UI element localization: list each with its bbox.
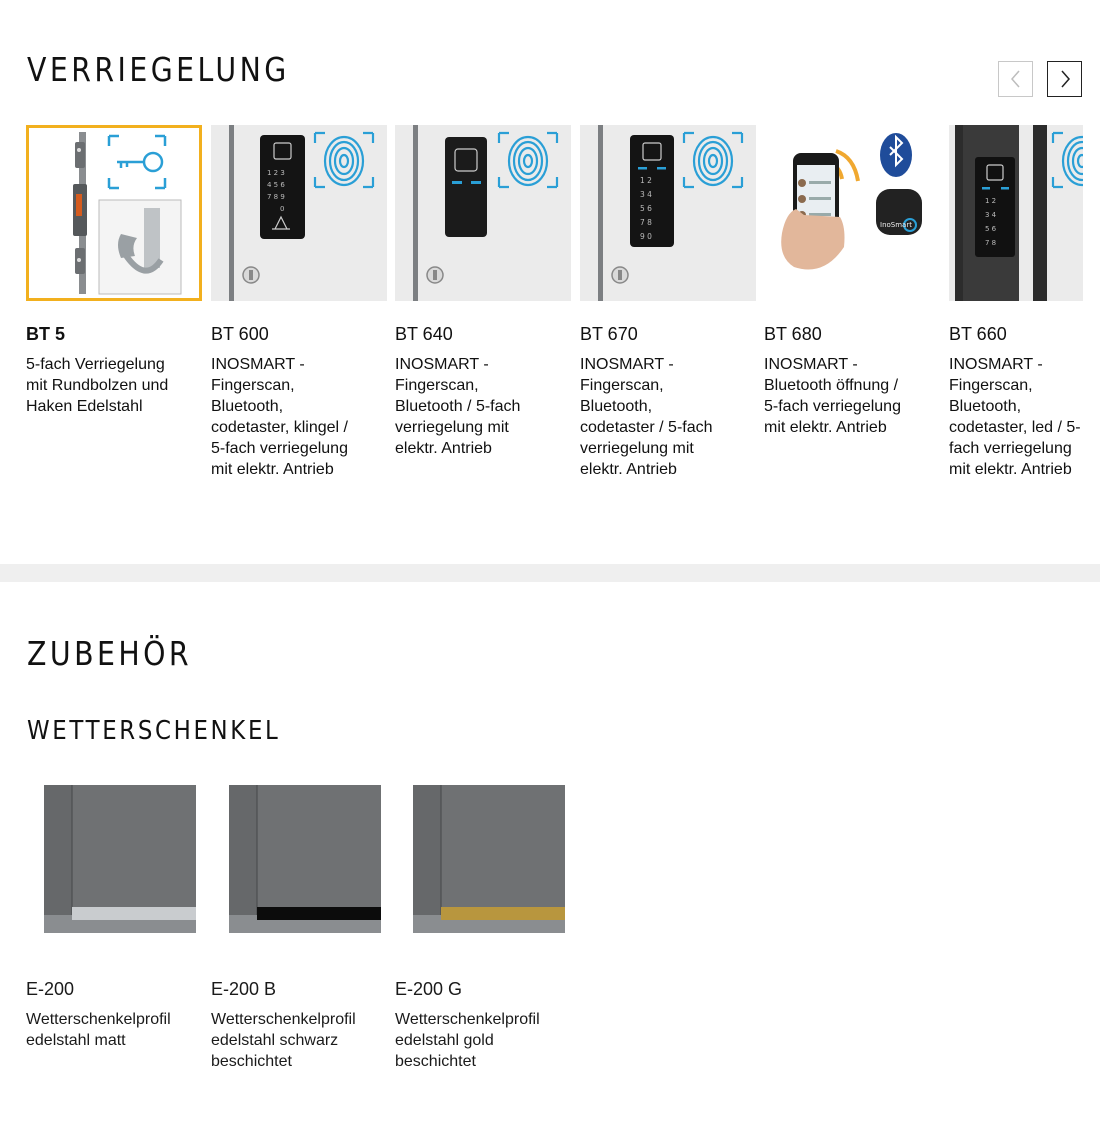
chevron-right-icon <box>1058 69 1072 89</box>
accessory-name: E-200 G <box>395 979 463 999</box>
accessory-image-e200b[interactable] <box>229 785 381 933</box>
accessory-image-e200[interactable] <box>44 785 196 933</box>
svg-text:1 2: 1 2 <box>985 197 997 205</box>
svg-text:4 5 6: 4 5 6 <box>267 181 285 189</box>
svg-text:0: 0 <box>280 205 285 213</box>
product-image-bt660[interactable] <box>949 125 1083 301</box>
weather-bar-strip <box>72 907 196 920</box>
accessory-image-e200g[interactable] <box>413 785 565 933</box>
svg-text:7 8: 7 8 <box>985 239 997 247</box>
product-description: 5-fach Verriegelung mit Rundbolzen und Haken Edelstahl <box>26 356 169 415</box>
section-title-zubehoer: ZUBEHÖR <box>27 634 193 673</box>
smartphone-bluetooth-illustration <box>764 125 940 301</box>
carousel-prev-button[interactable] <box>998 61 1033 97</box>
svg-text:3 4: 3 4 <box>985 211 997 219</box>
svg-text:5 6: 5 6 <box>640 204 652 213</box>
product-description: INOSMART - Fingerscan, Bluetooth / 5-fach verriegelung mit elektr. Antrieb <box>395 356 521 457</box>
accessory-description: Wetterschenkelprofil edelstahl gold beschichtet <box>395 1011 540 1070</box>
product-name: BT 5 <box>26 324 66 344</box>
product-name: BT 680 <box>764 324 822 344</box>
product-image-bt670[interactable] <box>580 125 756 301</box>
weather-bar-illustration <box>229 785 381 933</box>
svg-text:3 4: 3 4 <box>640 190 652 199</box>
accessory-description: Wetterschenkelprofil edelstahl matt <box>26 1011 171 1049</box>
carousel-next-button[interactable] <box>1047 61 1082 97</box>
product-name: BT 670 <box>580 324 638 344</box>
accessory-name: E-200 B <box>211 979 277 999</box>
fingerscan-illustration <box>395 125 571 301</box>
product-description: INOSMART - Fingerscan, Bluetooth, codetaster, led / 5-fach verriegelung mit elektr. Antrieb <box>949 356 1081 478</box>
weather-bar-strip <box>257 907 381 920</box>
product-name: BT 660 <box>949 324 1007 344</box>
inosmart-logo-text: InoSmart <box>880 221 912 229</box>
product-image-bt600[interactable] <box>211 125 387 301</box>
chevron-left-icon <box>1009 69 1023 89</box>
svg-text:1 2 3: 1 2 3 <box>267 169 285 177</box>
keypad-fingerprint-illustration <box>211 125 387 301</box>
svg-text:9 0: 9 0 <box>640 232 652 241</box>
weather-bar-strip <box>441 907 565 920</box>
keypad-fingerprint-illustration <box>580 125 756 301</box>
product-description: INOSMART - Bluetooth öffnung / 5-fach verriegelung mit elektr. Antrieb <box>764 356 901 436</box>
product-image-bt680[interactable] <box>764 125 940 301</box>
weather-bar-illustration <box>44 785 196 933</box>
accessory-description: Wetterschenkelprofil edelstahl schwarz beschichtet <box>211 1011 356 1070</box>
subsection-title-wetterschenkel: WETTERSCHENKEL <box>27 716 281 746</box>
keypad-fingerprint-illustration <box>949 125 1083 301</box>
product-description: INOSMART - Fingerscan, Bluetooth, codetaster, klingel / 5-fach verriegelung mit elektr. Antrieb <box>211 356 348 478</box>
weather-bar-illustration <box>413 785 565 933</box>
lock-carousel <box>0 125 1083 525</box>
product-image-bt5[interactable] <box>26 125 202 301</box>
svg-text:1 2: 1 2 <box>640 176 652 185</box>
multipoint-lock-illustration <box>29 128 199 298</box>
svg-text:7 8: 7 8 <box>640 218 652 227</box>
product-name: BT 640 <box>395 324 453 344</box>
svg-text:7 8 9: 7 8 9 <box>267 193 285 201</box>
svg-text:5 6: 5 6 <box>985 225 997 233</box>
product-description: INOSMART - Fingerscan, Bluetooth, codetaster / 5-fach verriegelung mit elektr. Antrieb <box>580 356 713 478</box>
accessory-name: E-200 <box>26 979 75 999</box>
product-name: BT 600 <box>211 324 269 344</box>
section-divider <box>0 564 1100 582</box>
product-image-bt640[interactable] <box>395 125 571 301</box>
section-title-verriegelung: VERRIEGELUNG <box>27 50 290 89</box>
